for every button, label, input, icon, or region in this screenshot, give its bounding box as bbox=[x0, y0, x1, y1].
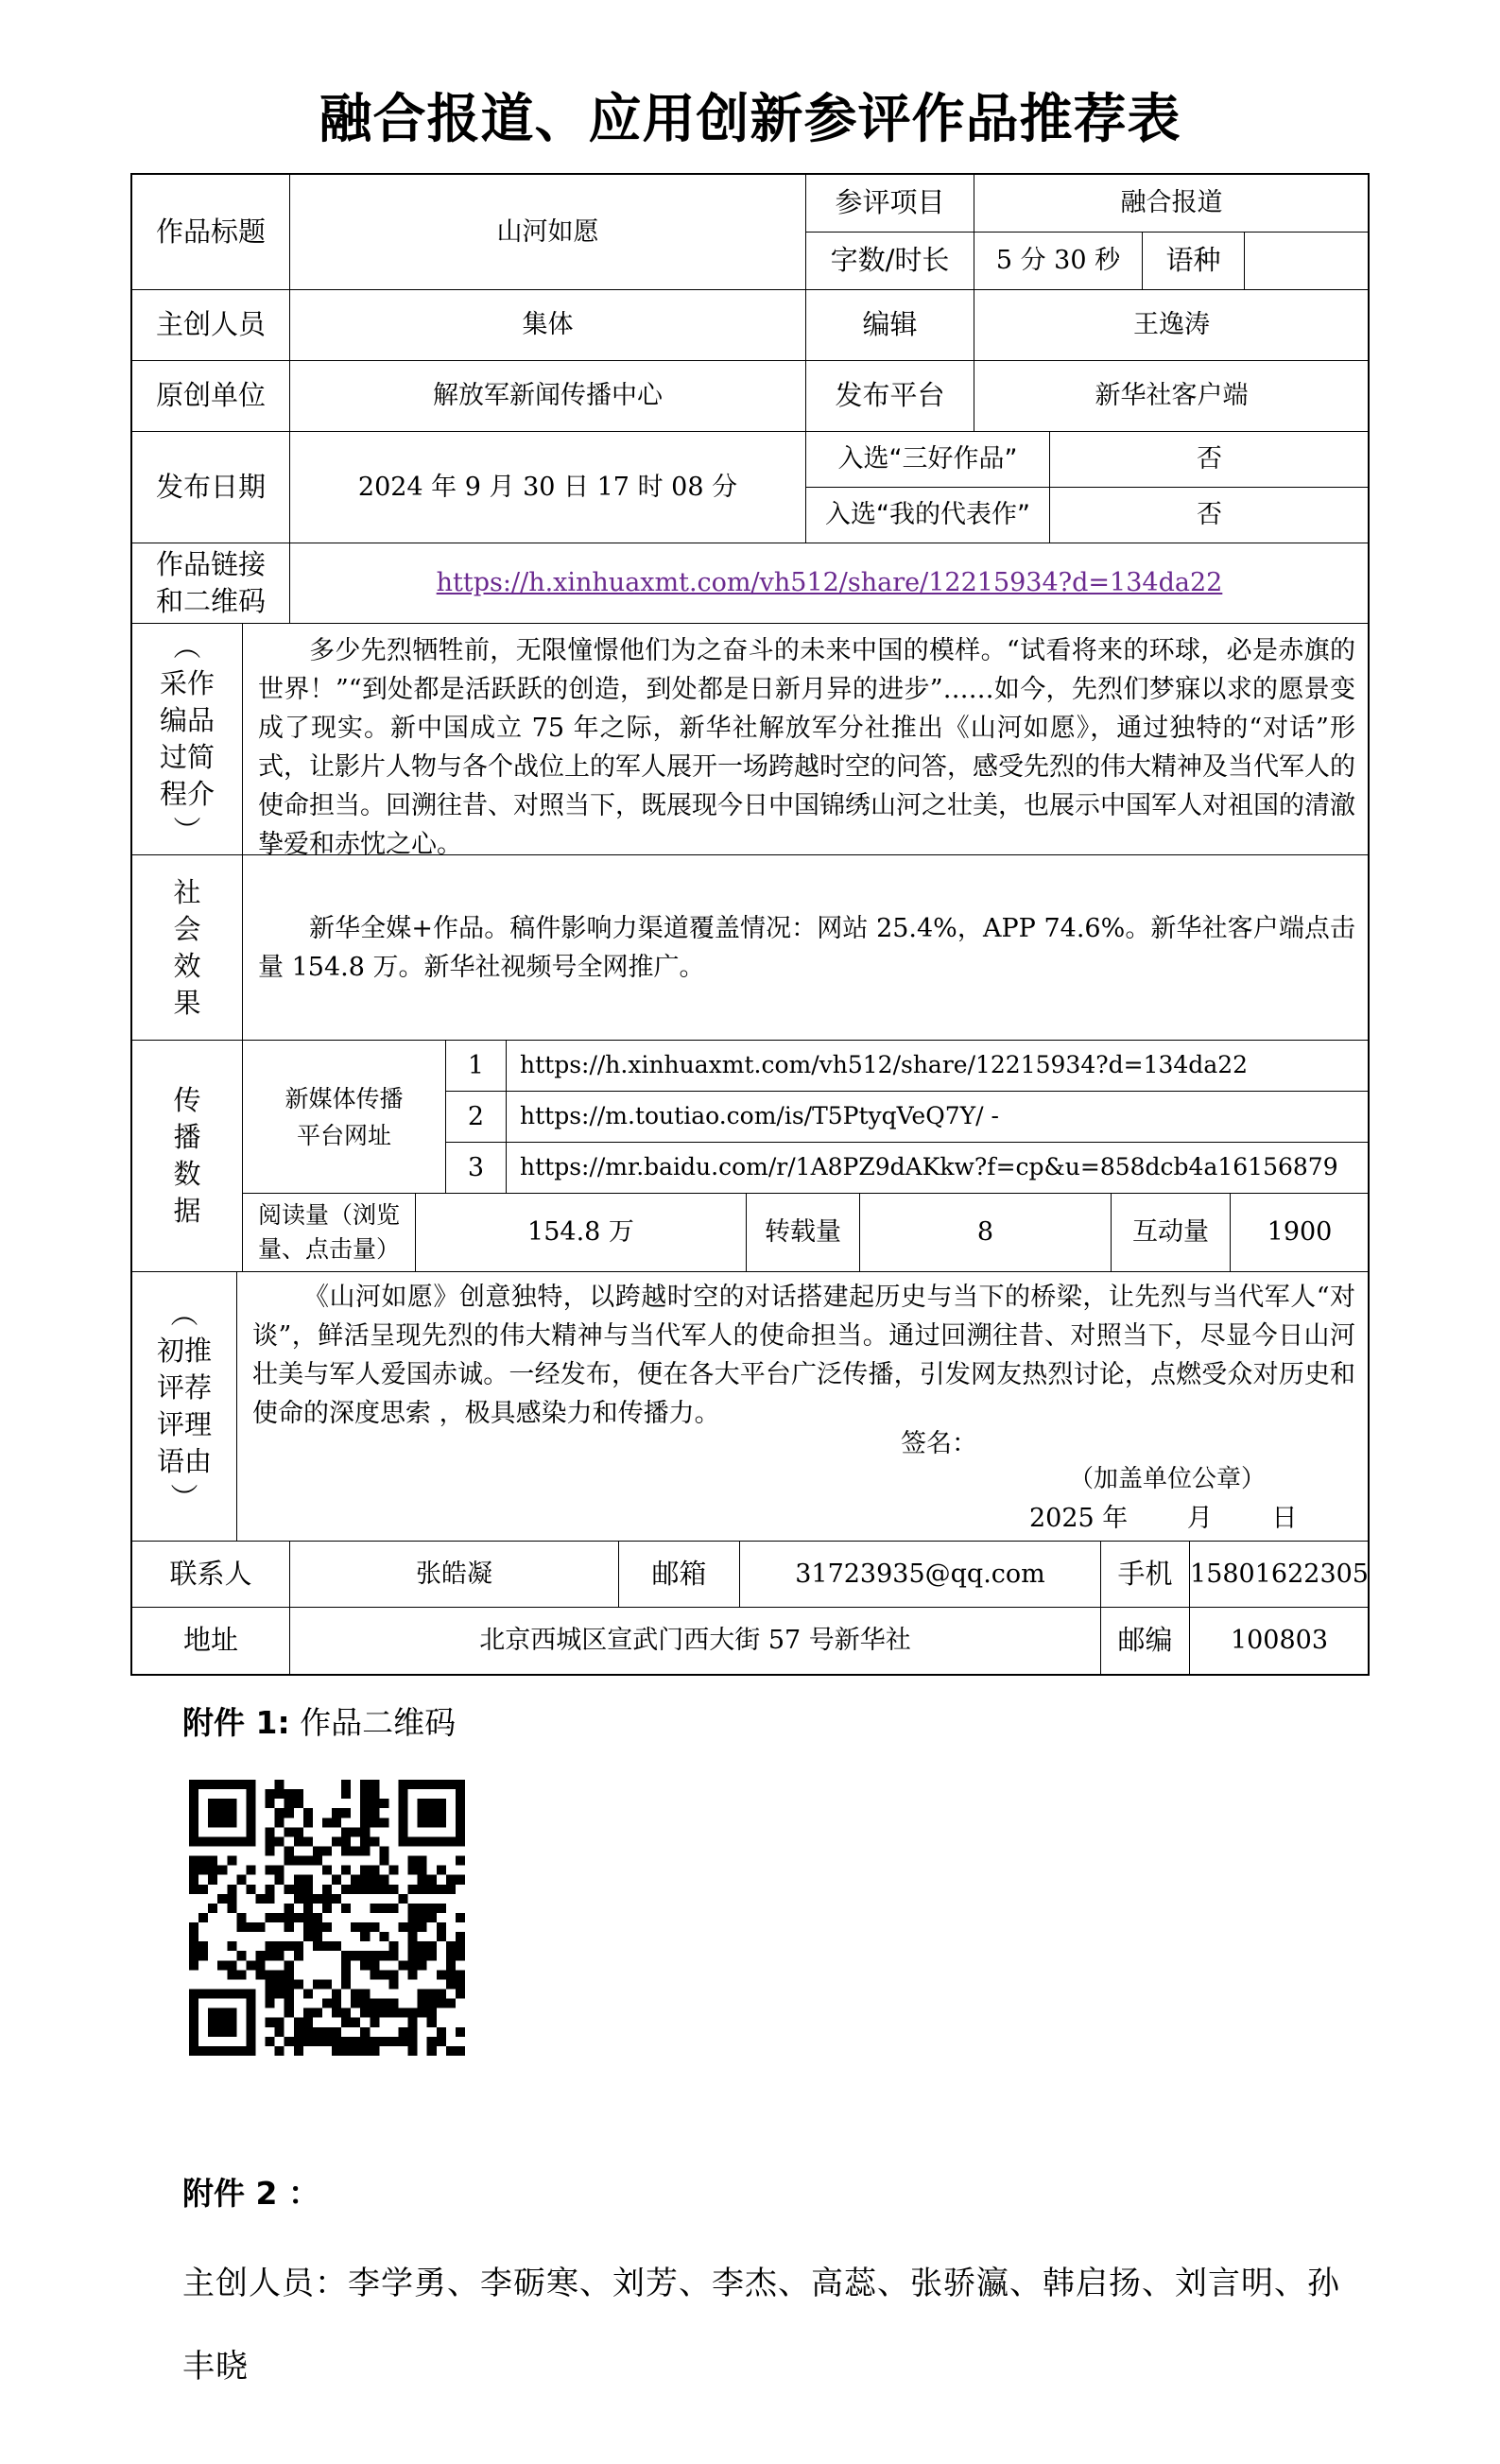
interact-label: 互动量 bbox=[1112, 1194, 1231, 1272]
attachment-2-label: 附件 2 ： bbox=[182, 2175, 319, 2212]
effect-text: 新华全媒+作品。稿件影响力渠道覆盖情况：网站 25.4%，APP 74.6%。新华社客户端点击量 154.8 万。新华社视频号全网推广。 bbox=[258, 913, 1355, 982]
email-label: 邮箱 bbox=[619, 1542, 740, 1608]
page-title: 融合报道、应用创新参评作品推荐表 bbox=[319, 89, 1181, 150]
spread-label-char: 播 bbox=[173, 1121, 201, 1153]
work-link[interactable]: https://h.xinhuaxmt.com/vh512/share/12215934?d=134da22 bbox=[436, 568, 1223, 598]
reads-label-line1: 阅读量（浏览 bbox=[257, 1201, 400, 1229]
platform-value: 新华社客户端 bbox=[974, 361, 1370, 432]
review-label bbox=[132, 1272, 237, 1542]
contact-person-label: 联系人 bbox=[132, 1542, 290, 1608]
email-value: 31723935@qq.com bbox=[740, 1542, 1101, 1608]
sanhao-value: 否 bbox=[1050, 432, 1370, 488]
review-label-char: 评理 bbox=[156, 1408, 212, 1440]
reads-label bbox=[243, 1194, 416, 1272]
language-label: 语种 bbox=[1143, 233, 1245, 290]
link-label-line2: 和二维码 bbox=[155, 585, 266, 617]
recommendation-form bbox=[130, 173, 1370, 1676]
effect-text-cell bbox=[243, 855, 1370, 1041]
review-label-char: ︶ bbox=[170, 1482, 198, 1514]
address-label: 地址 bbox=[132, 1608, 290, 1674]
attachment-1-text: 作品二维码 bbox=[300, 1704, 457, 1741]
editor-value: 王逸涛 bbox=[974, 290, 1370, 361]
contact-person-value: 张皓凝 bbox=[290, 1542, 619, 1608]
url-1[interactable]: https://h.xinhuaxmt.com/vh512/share/12215934?d=134da22 bbox=[507, 1041, 1370, 1092]
spread-label bbox=[132, 1041, 243, 1272]
review-cell bbox=[237, 1272, 1370, 1542]
process-label-char: 采作 bbox=[159, 667, 215, 699]
length-label: 字数/时长 bbox=[806, 233, 974, 290]
work-title-value: 山河如愿 bbox=[290, 175, 806, 290]
sanhao-label: 入选“三好作品” bbox=[806, 432, 1050, 488]
address-value: 北京西城区宣武门西大街 57 号新华社 bbox=[290, 1608, 1101, 1674]
url-2[interactable]: https://m.toutiao.com/is/T5PtyqVeQ7Y/ - bbox=[507, 1092, 1370, 1143]
qr-code bbox=[189, 1780, 465, 2056]
effect-label-char: 会 bbox=[173, 912, 201, 945]
zip-label: 邮编 bbox=[1101, 1608, 1190, 1674]
review-sign: 签名： bbox=[901, 1429, 977, 1458]
review-date: 2025 年 月 日 bbox=[1029, 1504, 1298, 1533]
review-label-char: 语由 bbox=[156, 1445, 212, 1477]
process-label-char: ︶ bbox=[173, 815, 201, 847]
platform-label: 发布平台 bbox=[806, 361, 974, 432]
link-cell bbox=[290, 543, 1370, 624]
language-value bbox=[1245, 233, 1370, 290]
zip-value: 100803 bbox=[1190, 1608, 1370, 1674]
creator-value: 集体 bbox=[290, 290, 806, 361]
unit-value: 解放军新闻传播中心 bbox=[290, 361, 806, 432]
url-3[interactable]: https://mr.baidu.com/r/1A8PZ9dAKkw?f=cp&u=858dcb4a16156879 bbox=[507, 1143, 1370, 1194]
spread-label-char: 据 bbox=[173, 1195, 201, 1227]
process-text: 多少先烈牺牲前，无限憧憬他们为之奋斗的未来中国的模样。“试看将来的环球，必是赤旗的世界！”“到处都是活跃跃的创造，到处都是日新月异的进步”……如今，先烈们梦寐以求的愿景变成了现实。新中国成立 75 年之际，新华社解放军分社推出《山河如愿》，通过独特的“对话”形式，让影片人物与各个战位上的军人展开一场跨越时空的问答，感受先烈的伟大精神及当代军人的使命担当。回溯往昔、对照当下，既展现今日中国锦绣山河之壮美，也展示中国军人对祖国的清澈挚爱和赤忱之心。 bbox=[243, 624, 1370, 855]
reposts-value: 8 bbox=[860, 1194, 1112, 1272]
date-value: 2024 年 9 月 30 日 17 时 08 分 bbox=[290, 432, 806, 543]
platform-url-label-line1: 新媒体传播 bbox=[284, 1084, 404, 1112]
process-label-char: 编品 bbox=[159, 704, 215, 736]
interact-value: 1900 bbox=[1231, 1194, 1370, 1272]
rep-work-label: 入选“我的代表作” bbox=[806, 488, 1050, 543]
link-label bbox=[132, 543, 290, 624]
platform-url-label bbox=[243, 1041, 446, 1194]
review-label-char: 评荐 bbox=[156, 1371, 212, 1404]
phone-label: 手机 bbox=[1101, 1542, 1190, 1608]
reads-label-line2: 量、点击量） bbox=[257, 1235, 400, 1263]
authors-list: 主创人员：李学勇、李砺寒、刘芳、李杰、高蕊、张骄瀛、韩启扬、刘言明、孙丰晓 bbox=[182, 2265, 1340, 2386]
effect-label-char: 社 bbox=[173, 875, 201, 908]
work-title-label: 作品标题 bbox=[132, 175, 290, 290]
reposts-label: 转载量 bbox=[747, 1194, 860, 1272]
review-seal: （加盖单位公章） bbox=[1069, 1465, 1267, 1493]
reads-value: 154.8 万 bbox=[416, 1194, 747, 1272]
category-label: 参评项目 bbox=[806, 175, 974, 233]
date-label: 发布日期 bbox=[132, 432, 290, 543]
creator-label: 主创人员 bbox=[132, 290, 290, 361]
review-text: 《山河如愿》创意独特，以跨越时空的对话搭建起历史与当下的桥梁，让先烈与当代军人“对谈”，鲜活呈现先烈的伟大精神与当代军人的使命担当。通过回溯往昔、对照当下，尽显今日山河壮美与军人爱国赤诚。一经发布，便在各大平台广泛传播，引发网友热烈讨论，点燃受众对历史和使命的深度思索 ，极具感染力和传播力。 bbox=[252, 1283, 1355, 1428]
url-no: 1 bbox=[446, 1041, 507, 1092]
process-label-char: 过简 bbox=[159, 741, 215, 773]
effect-label-char: 效 bbox=[173, 949, 201, 982]
category-value: 融合报道 bbox=[974, 175, 1370, 233]
url-no: 3 bbox=[446, 1143, 507, 1194]
review-label-char: 初推 bbox=[156, 1335, 212, 1367]
process-label-char: ︵ bbox=[173, 630, 201, 663]
editor-label: 编辑 bbox=[806, 290, 974, 361]
process-label bbox=[132, 624, 243, 855]
effect-label-char: 果 bbox=[173, 986, 201, 1019]
unit-label: 原创单位 bbox=[132, 361, 290, 432]
platform-url-label-line2: 平台网址 bbox=[296, 1121, 391, 1149]
phone-value: 15801622305 bbox=[1190, 1542, 1370, 1608]
spread-label-char: 传 bbox=[173, 1084, 201, 1116]
effect-label bbox=[132, 855, 243, 1041]
spread-label-char: 数 bbox=[173, 1158, 201, 1190]
length-value: 5 分 30 秒 bbox=[974, 233, 1143, 290]
review-label-char: ︵ bbox=[170, 1298, 198, 1330]
process-label-char: 程介 bbox=[159, 778, 215, 810]
rep-work-value: 否 bbox=[1050, 488, 1370, 543]
attachment-1 bbox=[182, 1698, 456, 1743]
attachment-1-label: 附件 1: bbox=[182, 1704, 290, 1741]
url-no: 2 bbox=[446, 1092, 507, 1143]
link-label-line1: 作品链接 bbox=[155, 548, 266, 580]
